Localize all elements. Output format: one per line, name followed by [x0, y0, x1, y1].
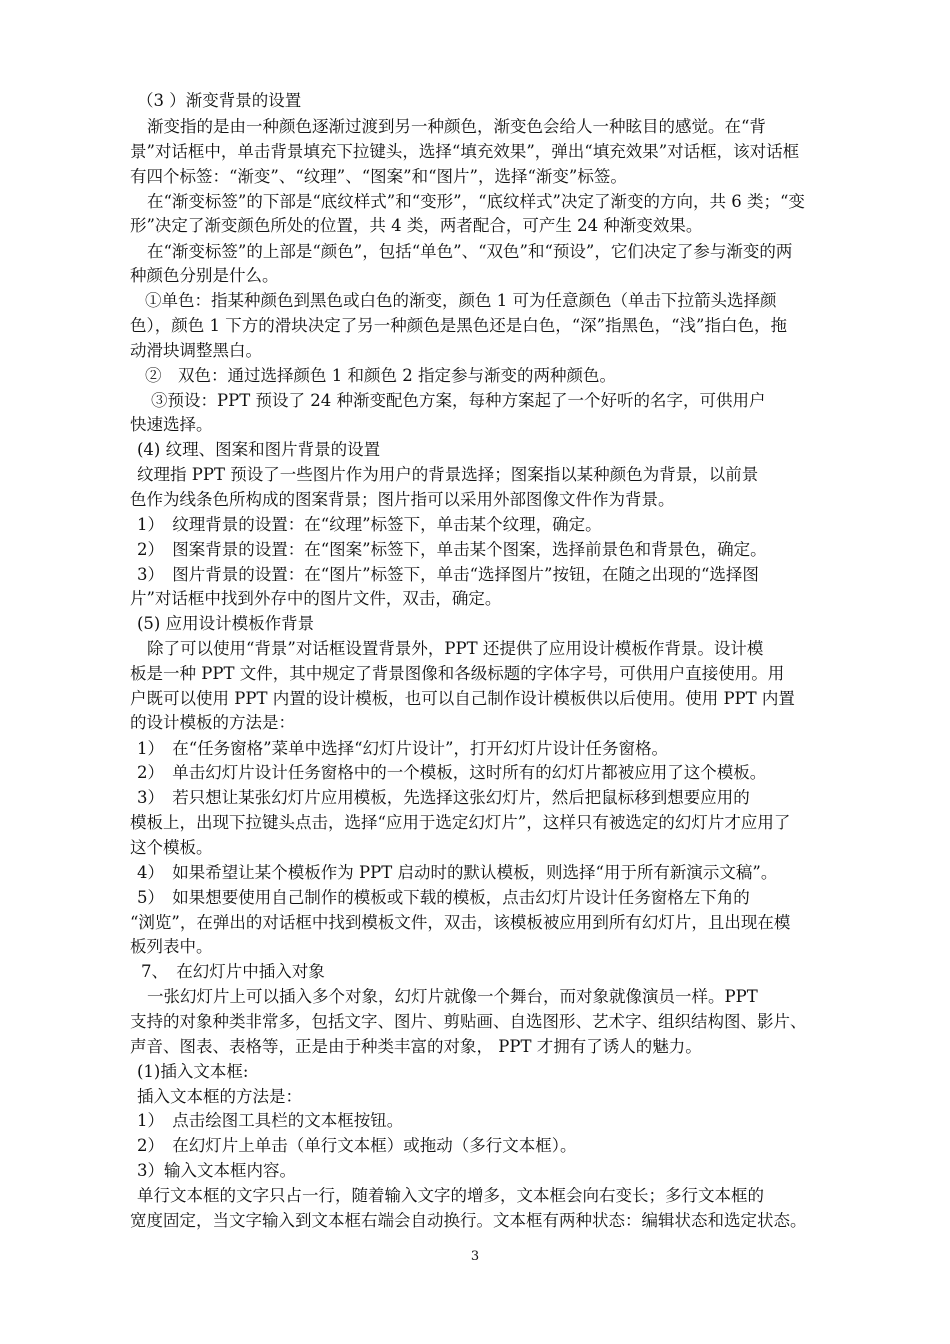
text-line: 色），颜色 1 下方的滑块决定了另一种颜色是黑色还是白色，“深”指黑色，“浅”指白色，拖: [130, 316, 787, 335]
list-item: 1） 在“任务窗格”菜单中选择“幻灯片设计”，打开幻灯片设计任务窗格。: [137, 739, 668, 758]
text-line: 插入文本框的方法是：: [137, 1087, 302, 1106]
list-item: 2） 图案背景的设置：在“图案”标签下，单击某个图案，选择前景色和背景色，确定。: [137, 540, 767, 559]
text-line: 宽度固定，当文字输入到文本框右端会自动换行。文本框有两种状态：编辑状态和选定状态。: [130, 1211, 807, 1230]
text-line: “浏览”，在弹出的对话框中找到模板文件，双击，该模板被应用到所有幻灯片，且出现在模: [130, 913, 791, 932]
list-item: 3）输入文本框内容。: [137, 1161, 296, 1180]
text-line: 一张幻灯片上可以插入多个对象，幻灯片就像一个舞台，而对象就像演员一样。PPT: [147, 987, 758, 1006]
list-item: 2） 在幻灯片上单击（单行文本框）或拖动（多行文本框）。: [137, 1136, 577, 1155]
list-item: 3） 若只想让某张幻灯片应用模板，先选择这张幻灯片，然后把鼠标移到想要应用的: [137, 788, 750, 807]
list-item: 3） 图片背景的设置：在“图片”标签下，单击“选择图片”按钮，在随之出现的“选择图: [137, 565, 759, 584]
heading-insert-objects: 7、 在幻灯片中插入对象: [141, 962, 325, 981]
list-item: 4） 如果希望让某个模板作为 PPT 启动时的默认模板，则选择“用于所有新演示文稿”。: [137, 863, 778, 882]
text-line: 种颜色分别是什么。: [130, 266, 279, 285]
text-line: 有四个标签：“渐变”、“纹理”、“图案”和“图片”，选择“渐变”标签。: [130, 167, 627, 186]
list-item: 5） 如果想要使用自己制作的模板或下载的模板，点击幻灯片设计任务窗格左下角的: [137, 888, 750, 907]
text-line: 这个模板。: [130, 838, 213, 857]
heading-texture-pattern: (4) 纹理、图案和图片背景的设置: [137, 440, 381, 459]
list-item: 2） 单击幻灯片设计任务窗格中的一个模板，这时所有的幻灯片都被应用了这个模板。: [137, 763, 767, 782]
heading-design-template: (5) 应用设计模板作背景: [137, 614, 315, 633]
text-line: 单行文本框的文字只占一行，随着输入文字的增多，文本框会向右变长；多行文本框的: [137, 1186, 764, 1205]
text-line: 声音、图表、表格等，正是由于种类丰富的对象， PPT 才拥有了诱人的魅力。: [130, 1037, 702, 1056]
text-line: 片”对话框中找到外存中的图片文件，双击，确定。: [130, 589, 502, 608]
text-line: 渐变指的是由一种颜色逐渐过渡到另一种颜色，渐变色会给人一种眩目的感觉。在“背: [147, 117, 766, 136]
text-line: 景”对话框中，单击背景填充下拉键头，选择“填充效果”，弹出“填充效果”对话框，该对话框: [130, 142, 800, 161]
text-line: 形”决定了渐变颜色所处的位置，共 4 类，两者配合，可产生 24 种渐变效果。: [130, 216, 703, 235]
text-line: 快速选择。: [130, 415, 213, 434]
text-line: 的设计模板的方法是：: [130, 713, 295, 732]
text-line: 板是一种 PPT 文件，其中规定了背景图像和各级标题的字体字号，可供用户直接使用。用: [130, 664, 785, 683]
text-line: 在“渐变标签”的下部是“底纹样式”和“变形”，“底纹样式”决定了渐变的方向，共 6 类；“变: [147, 192, 805, 211]
text-line: ③预设：PPT 预设了 24 种渐变配色方案，每种方案起了一个好听的名字，可供用户: [151, 391, 766, 410]
text-line: 动滑块调整黑白。: [130, 341, 262, 360]
heading-gradient-background: （3 ）渐变背景的设置: [137, 91, 302, 110]
text-line: ①单色：指某种颜色到黑色或白色的渐变，颜色 1 可为任意颜色（单击下拉箭头选择颜: [145, 291, 777, 310]
text-line: 户既可以使用 PPT 内置的设计模板，也可以自己制作设计模板供以后使用。使用 PPT 内置: [130, 689, 795, 708]
text-line: 纹理指 PPT 预设了一些图片作为用户的背景选择；图案指以某种颜色为背景，以前景: [137, 465, 759, 484]
text-line: 支持的对象种类非常多，包括文字、图片、剪贴画、自选图形、艺术字、组织结构图、影片、: [130, 1012, 807, 1031]
text-line: 除了可以使用“背景”对话框设置背景外，PPT 还提供了应用设计模板作背景。设计模: [147, 639, 764, 658]
text-line: 板列表中。: [130, 937, 213, 956]
text-line: 色作为线条色所构成的图案背景；图片指可以采用外部图像文件作为背景。: [130, 490, 675, 509]
text-line: 模板上，出现下拉键头点击，选择“应用于选定幻灯片”，这样只有被选定的幻灯片才应用了: [130, 813, 791, 832]
text-line: ② 双色：通过选择颜色 1 和颜色 2 指定参与渐变的两种颜色。: [145, 366, 616, 385]
list-item: 1） 点击绘图工具栏的文本框按钮。: [137, 1111, 404, 1130]
list-item: 1） 纹理背景的设置：在“纹理”标签下，单击某个纹理，确定。: [137, 515, 602, 534]
text-line: 在“渐变标签”的上部是“颜色”，包括“单色”、“双色”和“预设”，它们决定了参与渐变的两: [147, 242, 793, 261]
heading-insert-textbox: (1)插入文本框:: [137, 1062, 249, 1081]
page-number: 3: [470, 1249, 480, 1264]
